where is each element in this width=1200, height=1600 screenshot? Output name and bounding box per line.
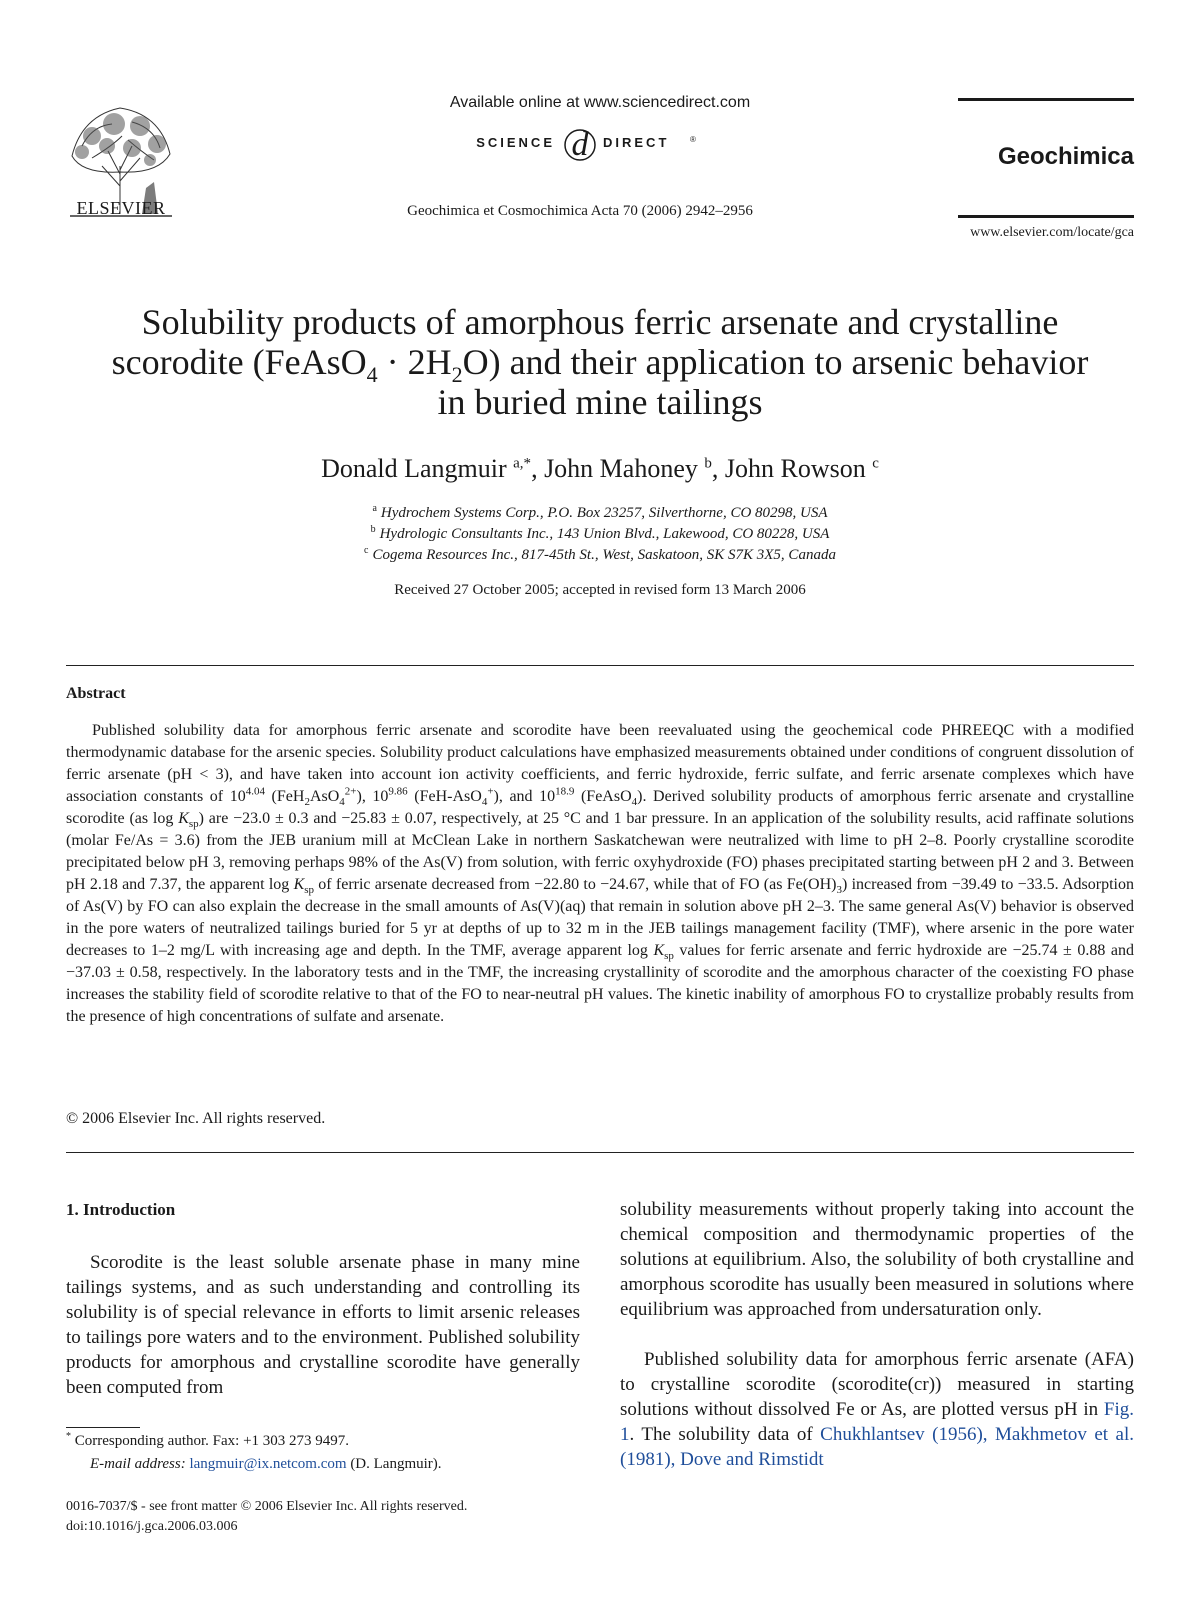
sd-logo-direct: DIRECT — [603, 135, 670, 150]
received-dates: Received 27 October 2005; accepted in revised form 13 March 2006 — [394, 582, 806, 598]
title-line-3: in buried mine tailings — [437, 382, 763, 422]
paper-title — [80, 302, 1120, 422]
abstract-text: Published solubility data for amorphous ferric arsenate and scorodite have been reevaluated using the geochemical code PHREEQC with a modified thermodynamic database for the arsenic species. Solubility product calculations have emphasized measurements obtained under conditions of congruent dissolution of ferric arsenate (pH < 3), and have taken into account ion activity coefficients, and ferric hydroxide, ferric sulfate, and ferric arsenate complexes which have association constants of $10^{4.04}$ (FeH$_2$AsO$_4^{2+}$), $10^{9.86}$ (FeH-AsO$_4$+), and $10^{18.9}$ (FeAsO$_4$). Derived solubility products of amorphous ferric arsenate and crystalline scorodite (as $\log K_{sp}$) are −23.0 ± 0.3 and −25.83 ± 0.07, respectively, at 25 °C and 1 bar pressure. In an application of the solubility results, acid raffinate solutions (molar Fe/As = 3.6) from the JEB uranium mill at McClean Lake in northern Saskatchewan were neutralized with lime to pH 2–8. Poorly crystalline scorodite precipitated below pH 3, removing perhaps 98% of the As(V) from solution, with ferric oxyhydroxide (FO) phases precipitated starting between pH 2 and 3. Between pH 2.18 and 7.37, the apparent $\log K_{sp}$ of ferric arsenate decreased from −22.80 to −24.67, while that of FO (as $Fe(OH)_3$) increased from −39.49 to −33.5. Adsorption of As(V) by FO can also explain the decrease in the small amounts of As(V)(aq) that remain in solution above pH 2–3. The same general As(V) behavior is observed in the pore waters of neutralized tailings buried for 5 yr at depths of up to 32 m in the JEB tailings management facility (TMF), where arsenic in the pore water decreases to 1–2 mg/L with increasing age and depth. In the TMF, average apparent $\log K_{sp}$ values for ferric arsenate and ferric hydroxide are −25.74 ± 0.88 and −37.03 ± 0.58, respectively. In the laboratory tests and in the TMF, the increasing crystallinity of scorodite and the amorphous character of the coexisting FO phase increases the stability field of scorodite relative to that of the FO to near-neutral pH values. The kinetic inability of amorphous FO to crystallize probably results from the presence of high concentrations of sulfate and arsenate. — [66, 722, 1135, 1025]
journal-citation-text: Geochimica et Cosmochimica Acta 70 (2006) 2942–2956 — [407, 203, 753, 219]
copyright-notice: © 2006 Elsevier Inc. All rights reserved. — [66, 1110, 326, 1127]
affiliation: $^c$ Cogema Resources Inc., 817-45th St., West, Saskatoon, SK S7K 3X5, Canada — [364, 545, 836, 563]
sd-logo-registered: ® — [690, 135, 696, 144]
title-line-2: scorodite (FeAsO$_4$ · $2H_2O$) and their application to arsenic behavior — [111, 342, 1089, 388]
available-online-text: Available online at www.sciencedirect.com — [449, 94, 751, 111]
intro-paragraph-right-1: solubility measurements without properly taking into account the chemical composition and thermodynamic properties of the solutions at equilibrium. Also, the solubility of both crystalline and amorphous scorodite has usually been measured in solutions where equilibrium was approached from undersaturation only. — [620, 1199, 1134, 1320]
intro-paragraph-left: Scorodite is the least soluble arsenate phase in many mine tailings systems, and as such understanding and controlling its solubility is of special relevance in efforts to limit arsenic releases to tailings pore waters and to the environment. Published solubility products for amorphous and crystalline scorodite have generally been computed from — [66, 1252, 580, 1398]
affiliation: $^b$ Hydrologic Consultants Inc., 143 Union Blvd., Lakewood, CO 80228, USA — [370, 524, 830, 542]
affiliation: $^a$ Hydrochem Systems Corp., P.O. Box 23257, Silverthorne, CO 80298, USA — [372, 503, 828, 521]
section-heading: 1. Introduction — [66, 1200, 176, 1219]
author-mark: a,* — [513, 455, 532, 472]
email-note: E-mail address: langmuir@ix.netcom.com (D. Langmuir). — [90, 1456, 442, 1472]
header-rule-bottom — [958, 215, 1134, 218]
author-list: Donald Langmuir $^{a,*}$, John Mahoney $^b$, John Rowson $^c$ — [321, 454, 879, 483]
sd-logo-science: SCIENCE — [476, 135, 555, 150]
email-link[interactable]: langmuir@ix.netcom.com — [189, 1456, 347, 1472]
author-name[interactable]: John Mahoney — [544, 454, 698, 483]
divider — [66, 665, 1134, 666]
sciencedirect-logo — [440, 122, 760, 168]
sd-logo-mark: d — [571, 126, 589, 163]
intro-paragraph-right-2: Published solubility data for amorphous ferric arsenate (AFA) to crystalline scorodite (scorodite(cr)) measured in starting solutions without dissolved Fe or As, are plotted versus pH in Fig. 1. The solubility data of Chukhlantsev (1956), Makhmetov et al. (1981), Dove and Rimstidt — [620, 1349, 1134, 1470]
author-name[interactable]: Donald Langmuir — [321, 454, 507, 483]
author-mark: c — [872, 455, 879, 472]
journal-url-link[interactable]: www.elsevier.com/locate/gca — [970, 225, 1134, 240]
front-matter-note: 0016-7037/$ - see front matter © 2006 Elsevier Inc. All rights reserved. — [66, 1499, 468, 1514]
reference-link[interactable]: Chukhlantsev (1956), Makhmetov et al. (1981), Dove and Rimstidt — [620, 1424, 1134, 1470]
title-line-1: Solubility products of amorphous ferric arsenate and crystalline — [141, 302, 1059, 342]
divider — [66, 1152, 1134, 1153]
journal-name: Geochimica — [997, 143, 1134, 170]
footnote-rule — [66, 1427, 140, 1428]
corresponding-author-note: * Corresponding author. Fax: +1 303 273 9497. — [66, 1431, 350, 1449]
figure-link[interactable]: Fig. 1 — [620, 1399, 1134, 1445]
abstract-heading: Abstract — [66, 685, 126, 702]
doi-link[interactable]: doi:10.1016/j.gca.2006.03.006 — [66, 1519, 238, 1534]
elsevier-wordmark: ELSEVIER — [76, 198, 166, 218]
author-mark: b — [704, 455, 712, 472]
header-rule-top — [958, 98, 1134, 101]
author-name[interactable]: John Rowson — [724, 454, 866, 483]
